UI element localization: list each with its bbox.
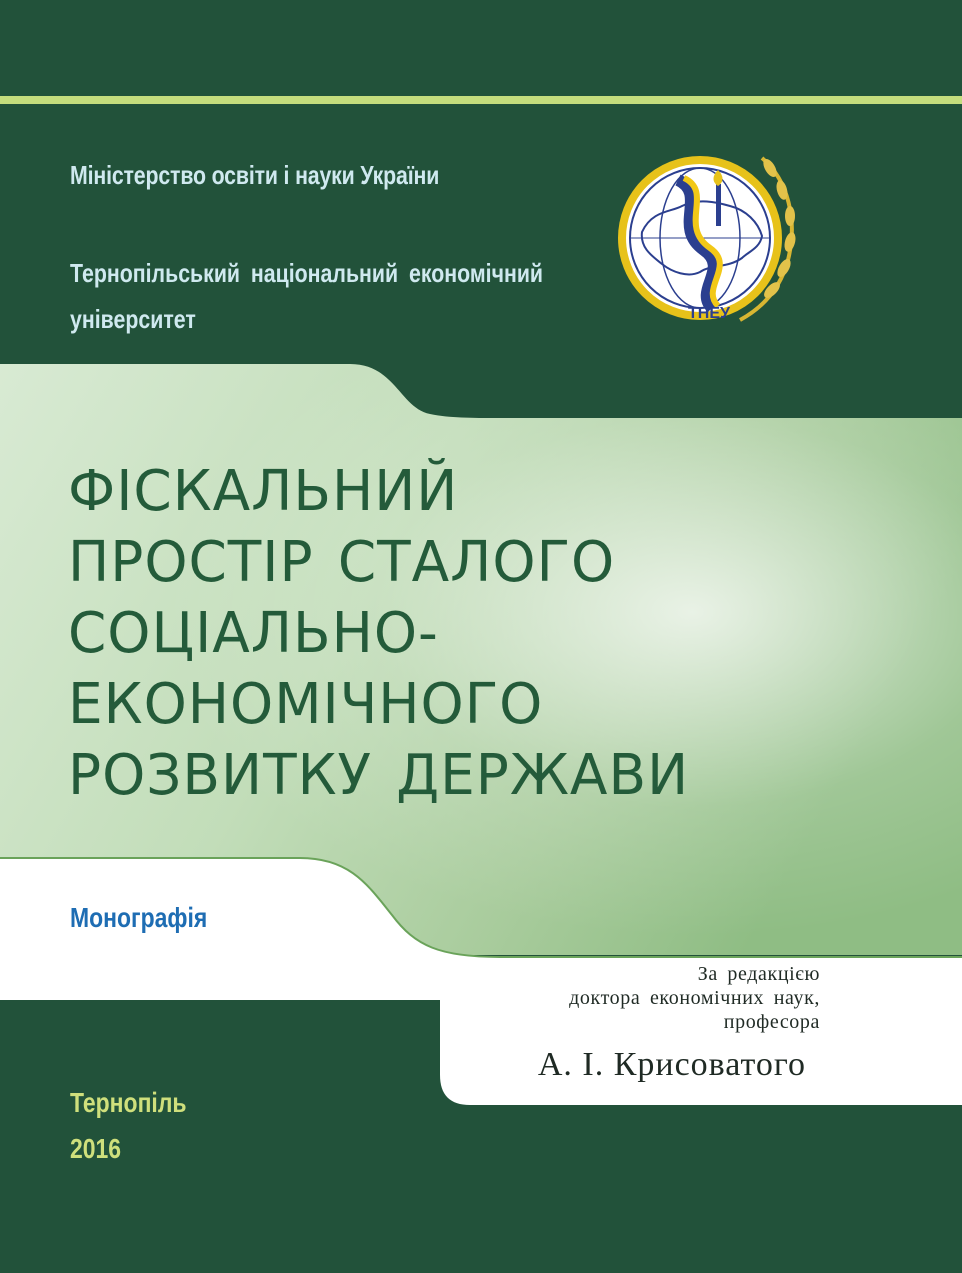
title-line: СОЦІАЛЬНО-	[68, 601, 439, 666]
imprint-city: Тернопіль	[70, 1087, 187, 1118]
title-line: ПРОСТІР СТАЛОГО	[68, 530, 616, 595]
university-name: Тернопільський національний економічний університет	[70, 258, 544, 334]
book-title	[68, 456, 911, 811]
title-line: ФІСКАЛЬНИЙ	[68, 459, 459, 524]
genre-label: Монографія	[70, 902, 208, 933]
logo-text: ТНЕУ	[688, 305, 730, 322]
imprint	[70, 1080, 187, 1172]
tneu-emblem-icon	[612, 140, 802, 330]
title-line: ЕКОНОМІЧНОГО	[68, 672, 544, 737]
accent-stripe	[0, 96, 962, 104]
editor-line: професора	[723, 1011, 820, 1033]
editor-credit	[569, 962, 820, 1034]
ministry-name: Міністерство освіти і науки України	[70, 160, 440, 190]
editor-name: А. І. Крисоватого	[537, 1046, 806, 1083]
editor-line: За редакцією	[697, 963, 820, 985]
editor-line: доктора економічних наук,	[569, 987, 820, 1009]
imprint-year: 2016	[70, 1133, 122, 1164]
title-line: РОЗВИТКУ ДЕРЖАВИ	[68, 743, 690, 808]
